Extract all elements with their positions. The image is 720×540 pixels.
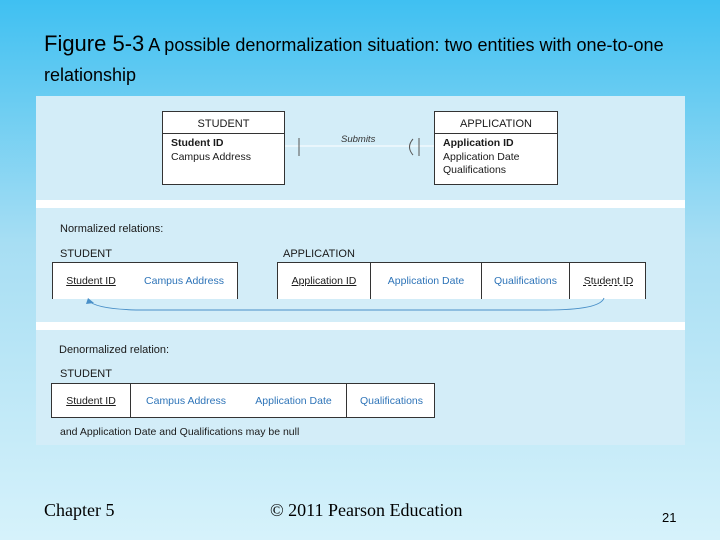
entity-name: APPLICATION — [460, 118, 532, 130]
entity-attr: Application Date — [443, 151, 520, 163]
page-number: 21 — [662, 510, 677, 525]
relation-name-student: STUDENT — [60, 248, 112, 260]
figure-number: Figure 5-3 — [44, 31, 145, 56]
relation-denormalized-student — [51, 383, 435, 418]
footer-chapter: Chapter 5 — [44, 500, 115, 520]
entity-attr: Campus Address — [171, 151, 251, 163]
section-divider — [36, 200, 685, 208]
cell-student-id: Student ID — [66, 275, 116, 287]
cell-campus-address: Campus Address — [144, 275, 224, 287]
cell-campus-address: Campus Address — [130, 384, 241, 417]
relation-name-application: APPLICATION — [283, 248, 355, 260]
cell-qualifications: Qualifications — [481, 263, 569, 299]
reference-arrow-line — [88, 298, 604, 310]
denormalized-label: Denormalized relation: — [59, 344, 170, 356]
reference-arrow-head — [86, 298, 94, 304]
foreign-key-reference-arrow — [76, 294, 616, 316]
entity-attr: Qualifications — [443, 164, 507, 176]
relationship-name: Submits — [341, 134, 376, 145]
relation-name-denormalized: STUDENT — [60, 368, 112, 380]
figure-panel — [36, 96, 685, 445]
entity-divider — [163, 133, 284, 134]
cell-foreign-key-student-id: Student ID — [569, 263, 647, 299]
er-relationship-line — [285, 111, 435, 185]
entity-key: Application ID — [443, 137, 514, 149]
figure-caption: A possible denormalization situation: two entities with one-to-one relationship — [44, 35, 664, 85]
null-note: and Application Date and Qualifications may be null — [60, 426, 300, 438]
cell-qualifications: Qualifications — [346, 384, 436, 417]
er-entity-application — [434, 111, 558, 185]
cell-student-id: Student ID — [66, 394, 116, 407]
entity-divider — [435, 133, 557, 134]
cell-application-id: Application ID — [291, 275, 357, 287]
entity-key: Student ID — [171, 137, 224, 149]
section-divider — [36, 322, 685, 330]
entity-name: STUDENT — [197, 118, 250, 130]
cell-application-date: Application Date — [370, 263, 481, 299]
cardinality-optional-mark — [410, 139, 414, 155]
slide-title — [44, 30, 694, 91]
er-entity-student — [162, 111, 285, 185]
cell-application-date: Application Date — [255, 394, 332, 407]
normalized-label: Normalized relations: — [60, 223, 164, 235]
footer-copyright: © 2011 Pearson Education — [270, 500, 463, 520]
